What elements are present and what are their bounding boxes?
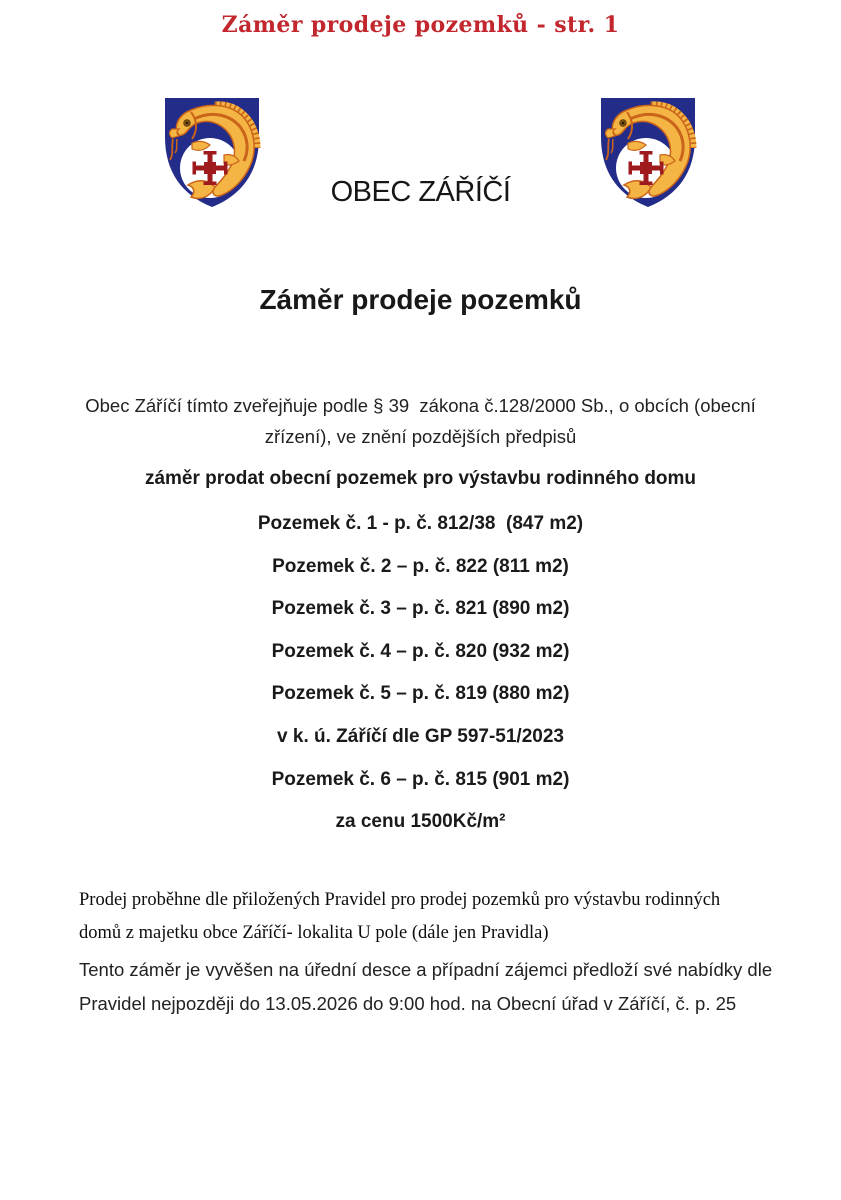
offer-line: v k. ú. Záříčí dle GP 597-51/2023 bbox=[277, 725, 564, 747]
offer-line: Pozemek č. 3 – p. č. 821 (890 m2) bbox=[271, 598, 570, 620]
municipality-name: OBEC ZÁŘÍČÍ bbox=[330, 176, 511, 208]
rules-paragraph bbox=[79, 884, 784, 950]
page-title: Záměr prodeje pozemků - str. 1 bbox=[221, 12, 620, 38]
offer-line: Pozemek č. 1 - p. č. 812/38 (847 m2) bbox=[257, 513, 584, 534]
rules-line: domů z majetku obce Záříčí- lokalita U pole (dále jen Pravidla) bbox=[79, 923, 549, 943]
offer-line: Pozemek č. 2 – p. č. 822 (811 m2) bbox=[272, 555, 569, 577]
intro-paragraph bbox=[0, 390, 841, 452]
offer-line: Pozemek č. 5 – p. č. 819 (880 m2) bbox=[271, 683, 570, 705]
document-title: Záměr prodeje pozemků bbox=[259, 284, 582, 315]
rules-line: Prodej proběhne dle přiložených Pravidel pro prodej pozemků pro výstavbu rodinných bbox=[79, 890, 721, 910]
notice-line: Tento záměr je vyvěšen na úřední desce a případní zájemci předloží své nabídky dle bbox=[79, 959, 773, 980]
offer-line: Pozemek č. 4 – p. č. 820 (932 m2) bbox=[271, 640, 570, 662]
notice-line: Pravidel nejpozději do 13.05.2026 do 9:00 hod. na Obecní úřad v Záříčí, č. p. 25 bbox=[79, 993, 737, 1014]
subject-line: záměr prodat obecní pozemek pro výstavbu rodinného domu bbox=[144, 468, 697, 489]
intro-line: Obec Záříčí tímto zveřejňuje podle § 39 zákona č.128/2000 Sb., o obcích (obecní bbox=[85, 395, 756, 416]
notice-paragraph bbox=[79, 953, 784, 1021]
intro-line: zřízení), ve znění pozdějších předpisů bbox=[264, 426, 577, 447]
offer-line: za cenu 1500Kč/m² bbox=[335, 811, 506, 833]
offer-line: Pozemek č. 6 – p. č. 815 (901 m2) bbox=[271, 768, 570, 790]
offer-list bbox=[0, 503, 841, 844]
